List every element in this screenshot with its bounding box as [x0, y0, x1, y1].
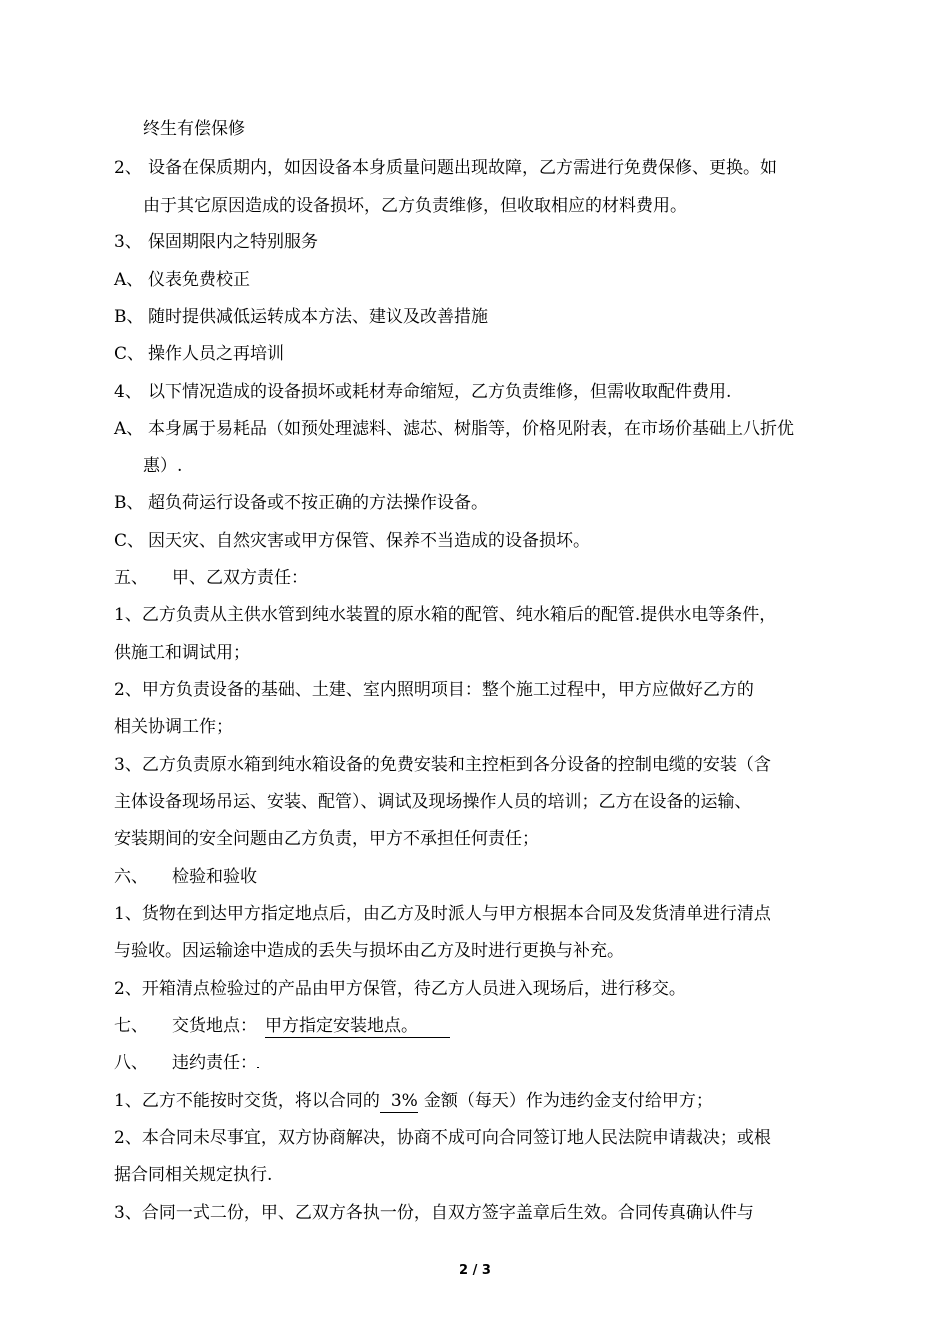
text-line: 2、开箱清点检验过的产品由甲方保管，待乙方人员进入现场后，进行移交。	[114, 979, 686, 999]
list-item: C、 操作人员之再培训	[114, 344, 284, 364]
list-item: 4、 以下情况造成的设备损坏或耗材寿命缩短，乙方负责维修，但需收取配件费用.	[114, 382, 732, 402]
list-item: B、 随时提供减低运转成本方法、建议及改善措施	[114, 307, 488, 327]
list-item: C、 因天灾、自然灾害或甲方保管、保养不当造成的设备损坏。	[114, 531, 590, 551]
list-item: A、 本身属于易耗品（如预处理滤料、滤芯、树脂等，价格见附表，在市场价基础上八折优	[114, 419, 794, 439]
section-heading: 六、 检验和验收	[114, 867, 257, 887]
page-number: 2 / 3	[459, 1263, 491, 1278]
text-line: 主体设备现场吊运、安装、配管）、调试及现场操作人员的培训；乙方在设备的运输、	[114, 792, 752, 812]
text-line: 3、乙方负责原水箱到纯水箱设备的免费安装和主控柜到各分设备的控制电缆的安装（含	[114, 755, 771, 775]
text-line: 2、甲方负责设备的基础、土建、室内照明项目：整个施工过程中，甲方应做好乙方的	[114, 680, 754, 700]
section-heading: 七、 交货地点： 甲方指定安装地点。	[114, 1018, 450, 1038]
text-line: 据合同相关规定执行.	[114, 1165, 273, 1185]
text-line: 3、合同一式二份，甲、乙双方各执一份，自双方签字盖章后生效。合同传真确认件与	[114, 1203, 754, 1223]
list-item: B、 超负荷运行设备或不按正确的方法操作设备。	[114, 493, 488, 513]
text-line: 惠）.	[143, 456, 183, 476]
text-line: 与验收。因运输途中造成的丢失与损坏由乙方及时进行更换与补充。	[114, 941, 624, 961]
delivery-location: 甲方指定安装地点。	[265, 1018, 450, 1038]
text-line: 相关协调工作；	[114, 717, 233, 737]
text-line: 1、货物在到达甲方指定地点后，由乙方及时派人与甲方根据本合同及发货清单进行清点	[114, 904, 771, 924]
text-line: 终生有偿保修	[143, 119, 245, 139]
text-line: 2、本合同未尽事宜，双方协商解决，协商不成可向合同签订地人民法院申请裁决；或根	[114, 1128, 771, 1148]
text-line: 安装期间的安全问题由乙方负责，甲方不承担任何责任；	[114, 829, 539, 849]
text-line: 由于其它原因造成的设备损坏，乙方负责维修，但收取相应的材料费用。	[143, 196, 687, 216]
text-line: 1、乙方不能按时交货，将以合同的 3% 金额（每天）作为违约金支付给甲方；	[114, 1091, 713, 1111]
text-line: 供施工和调试用；	[114, 643, 250, 663]
list-item: 3、 保固期限内之特别服务	[114, 232, 318, 252]
text-line: 1、乙方负责从主供水管到纯水装置的原水箱的配管、纯水箱后的配管.提供水电等条件，	[114, 605, 777, 625]
list-item: 2、 设备在保质期内，如因设备本身质量问题出现故障，乙方需进行免费保修、更换。如	[114, 158, 777, 178]
section-heading: 八、 违约责任：	[114, 1053, 257, 1073]
section-heading: 五、 甲、乙双方责任：	[114, 568, 308, 588]
penalty-rate: 3%	[380, 1093, 418, 1113]
list-item: A、 仪表免费校正	[114, 270, 250, 290]
